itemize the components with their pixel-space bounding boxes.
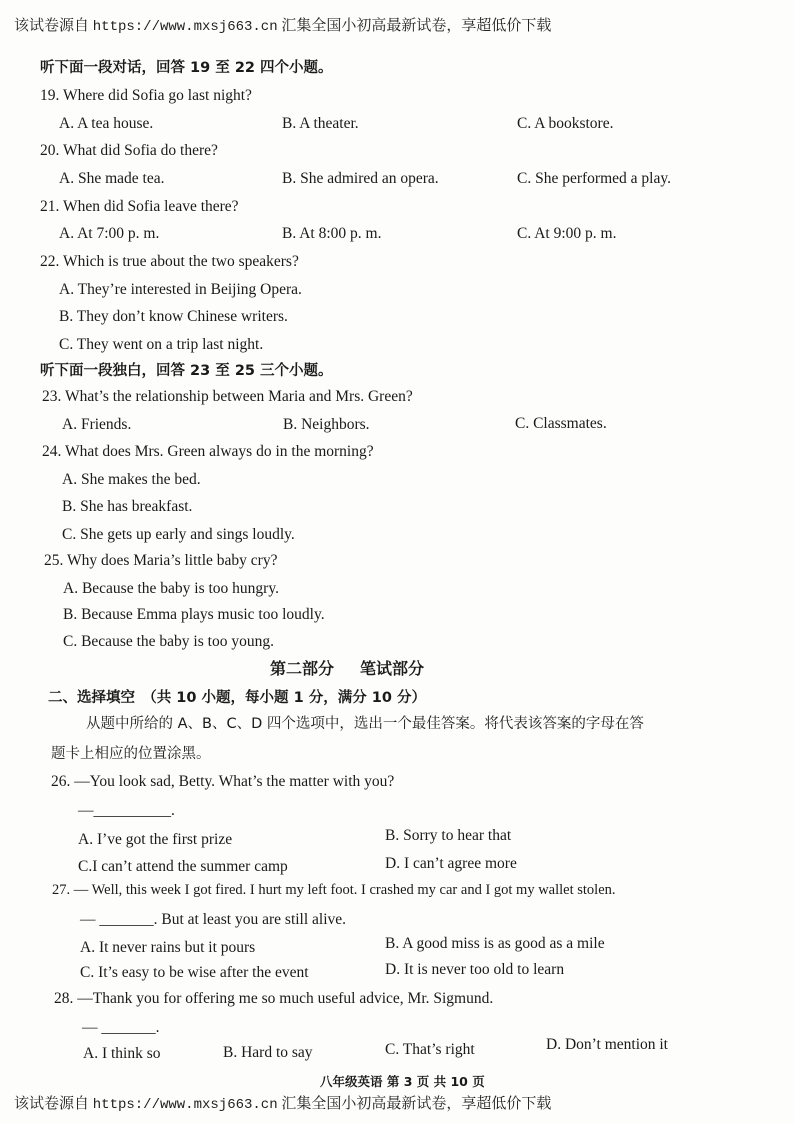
question-28-option-c: C. That’s right bbox=[385, 1041, 475, 1058]
question-20-option-a: A. She made tea. bbox=[59, 170, 165, 187]
monologue-instruction: 听下面一段独白，回答 23 至 25 三个小题。 bbox=[40, 363, 333, 379]
question-28-option-d: D. Don’t mention it bbox=[546, 1036, 668, 1053]
question-19-option-a: A. A tea house. bbox=[59, 115, 154, 132]
question-27-option-b: B. A good miss is as good as a mile bbox=[385, 935, 605, 952]
banner-prefix: 该试卷源自 bbox=[14, 1096, 90, 1112]
part-two-subtitle: 笔试部分 bbox=[360, 659, 425, 678]
question-21-option-a: A. At 7:00 p. m. bbox=[59, 225, 160, 242]
question-28-stem: 28. —Thank you for offering me so much useful advice, Mr. Sigmund. bbox=[54, 990, 494, 1007]
question-21-option-c: C. At 9:00 p. m. bbox=[517, 225, 617, 242]
question-27-stem: 27. — Well, this week I got fired. I hurt my left foot. I crashed my car and I got my wallet stolen. bbox=[52, 882, 616, 898]
question-23-stem: 23. What’s the relationship between Maria and Mrs. Green? bbox=[42, 388, 413, 405]
question-24-option-c: C. She gets up early and sings loudly. bbox=[62, 526, 295, 543]
question-22-stem: 22. Which is true about the two speakers? bbox=[40, 253, 299, 270]
question-26-option-b: B. Sorry to hear that bbox=[385, 827, 512, 844]
question-19-option-b: B. A theater. bbox=[282, 115, 359, 132]
banner-suffix: 汇集全国小初高最新试卷，享超低价下载 bbox=[281, 1096, 552, 1112]
question-27-option-c: C. It’s easy to be wise after the event bbox=[80, 964, 309, 981]
footer-banner bbox=[14, 1092, 784, 1113]
page-footer: 八年级英语 第 3 页 共 10 页 bbox=[320, 1074, 485, 1089]
question-19-option-c: C. A bookstore. bbox=[517, 115, 614, 132]
question-26-option-a: A. I’ve got the first prize bbox=[78, 831, 233, 848]
dialogue-instruction: 听下面一段对话，回答 19 至 22 四个小题。 bbox=[40, 60, 333, 76]
question-28-blank: — _______. bbox=[82, 1019, 160, 1036]
question-19-stem: 19. Where did Sofia go last night? bbox=[40, 87, 252, 104]
question-22-option-c: C. They went on a trip last night. bbox=[59, 336, 264, 353]
question-24-option-a: A. She makes the bed. bbox=[62, 471, 201, 488]
question-20-option-c: C. She performed a play. bbox=[517, 170, 671, 187]
banner-url-link[interactable]: https://www.mxsj663.cn bbox=[92, 19, 278, 35]
question-27-blank: — _______. But at least you are still alive. bbox=[80, 911, 347, 928]
question-26-option-c: C.I can’t attend the summer camp bbox=[78, 858, 288, 875]
part-two-label: 第二部分 bbox=[270, 659, 335, 678]
banner-url-link[interactable]: https://www.mxsj663.cn bbox=[92, 1097, 278, 1113]
section-two-instruction-line1: 从题中所给的 A、B、C、D 四个选项中，选出一个最佳答案。将代表该答案的字母在答 bbox=[86, 716, 644, 732]
question-27-option-a: A. It never rains but it pours bbox=[80, 939, 256, 956]
question-26-option-d: D. I can’t agree more bbox=[385, 855, 517, 872]
question-21-stem: 21. When did Sofia leave there? bbox=[40, 198, 239, 215]
banner-suffix: 汇集全国小初高最新试卷，享超低价下载 bbox=[281, 18, 552, 34]
section-two-heading: 二、选择填空 （共 10 小题，每小题 1 分，满分 10 分） bbox=[48, 690, 426, 706]
question-21-option-b: B. At 8:00 p. m. bbox=[282, 225, 382, 242]
question-25-option-c: C. Because the baby is too young. bbox=[63, 633, 274, 650]
question-24-stem: 24. What does Mrs. Green always do in the morning? bbox=[42, 443, 374, 460]
question-20-option-b: B. She admired an opera. bbox=[282, 170, 439, 187]
question-23-option-a: A. Friends. bbox=[62, 416, 132, 433]
banner-prefix: 该试卷源自 bbox=[14, 18, 90, 34]
question-26-stem: 26. —You look sad, Betty. What’s the matter with you? bbox=[51, 773, 395, 790]
question-23-option-b: B. Neighbors. bbox=[283, 416, 370, 433]
header-banner bbox=[14, 14, 784, 35]
question-27-option-d: D. It is never too old to learn bbox=[385, 961, 565, 978]
question-25-option-b: B. Because Emma plays music too loudly. bbox=[63, 606, 325, 623]
question-28-option-a: A. I think so bbox=[83, 1045, 161, 1062]
question-24-option-b: B. She has breakfast. bbox=[62, 498, 193, 515]
question-23-option-c: C. Classmates. bbox=[515, 415, 607, 432]
section-two-instruction-line2: 题卡上相应的位置涂黑。 bbox=[51, 746, 211, 762]
question-22-option-b: B. They don’t know Chinese writers. bbox=[59, 308, 288, 325]
part-two-title bbox=[270, 656, 424, 679]
question-26-blank: —__________. bbox=[78, 802, 175, 819]
question-20-stem: 20. What did Sofia do there? bbox=[40, 142, 218, 159]
question-25-option-a: A. Because the baby is too hungry. bbox=[63, 580, 279, 597]
question-22-option-a: A. They’re interested in Beijing Opera. bbox=[59, 281, 302, 298]
question-25-stem: 25. Why does Maria’s little baby cry? bbox=[44, 552, 278, 569]
question-28-option-b: B. Hard to say bbox=[223, 1044, 313, 1061]
